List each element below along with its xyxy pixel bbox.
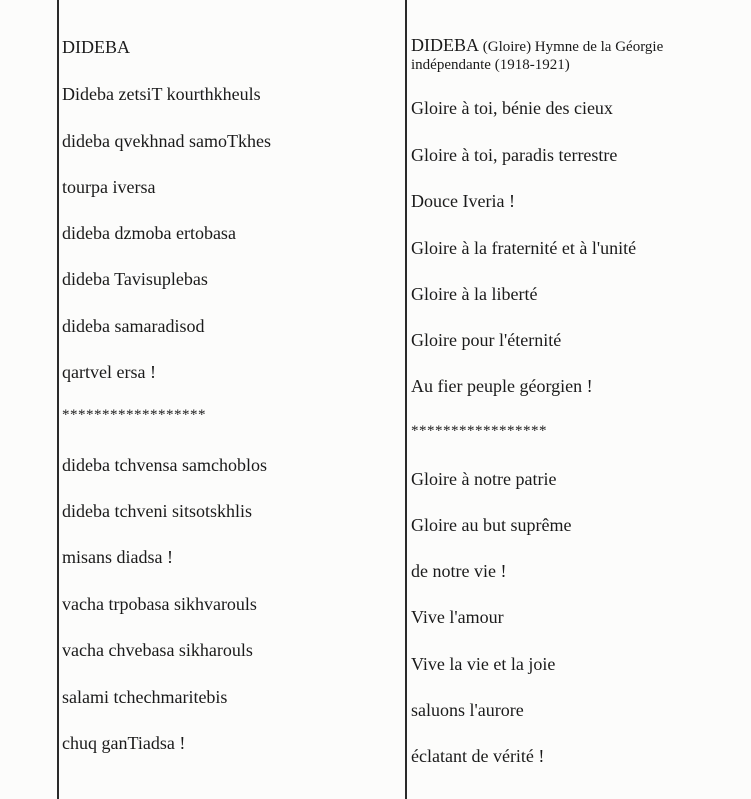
left-separator-stars: ******************	[62, 407, 206, 423]
right-line-2: Gloire à toi, paradis terrestre	[411, 145, 618, 165]
left-line-1: Dideba zetsiT kourthkheuls	[62, 84, 261, 104]
left-line-13: salami tchechmaritebis	[62, 687, 228, 707]
left-line-9: dideba tchveni sitsotskhlis	[62, 501, 252, 521]
right-line-1: Gloire à toi, bénie des cieux	[411, 98, 613, 118]
left-line-7: qartvel ersa !	[62, 362, 156, 382]
left-line-4: dideba dzmoba ertobasa	[62, 223, 236, 243]
right-line-5: Gloire à la liberté	[411, 284, 538, 304]
left-title: DIDEBA	[62, 37, 130, 57]
left-line-10: misans diadsa !	[62, 547, 173, 567]
left-line-6: dideba samaradisod	[62, 316, 205, 336]
right-line-11: Vive l'amour	[411, 607, 504, 627]
left-line-12: vacha chvebasa sikharouls	[62, 640, 253, 660]
right-line-7: Au fier peuple géorgien !	[411, 376, 593, 396]
left-line-14: chuq ganTiadsa !	[62, 733, 186, 753]
right-line-8: Gloire à notre patrie	[411, 469, 557, 489]
right-line-13: saluons l'aurore	[411, 700, 524, 720]
right-line-9: Gloire au but suprême	[411, 515, 572, 535]
right-title-main: DIDEBA	[411, 35, 479, 55]
right-title-line2: indépendante (1918-1921)	[411, 57, 570, 73]
right-line-4: Gloire à la fraternité et à l'unité	[411, 238, 637, 258]
right-line-6: Gloire pour l'éternité	[411, 330, 562, 350]
right-line-10: de notre vie !	[411, 561, 507, 581]
right-title-subtitle: (Gloire) Hymne de la Géorgie	[479, 39, 664, 55]
left-line-5: dideba Tavisuplebas	[62, 269, 208, 289]
middle-column-rule	[405, 0, 407, 799]
left-line-8: dideba tchvensa samchoblos	[62, 455, 267, 475]
right-line-12: Vive la vie et la joie	[411, 654, 556, 674]
left-line-2: dideba qvekhnad samoTkhes	[62, 131, 271, 151]
left-line-3: tourpa iversa	[62, 177, 156, 197]
left-line-11: vacha trpobasa sikhvarouls	[62, 594, 257, 614]
right-separator-stars: *****************	[411, 423, 547, 439]
right-line-14: éclatant de vérité !	[411, 746, 545, 766]
left-column-rule	[57, 0, 59, 799]
right-line-3: Douce Iveria !	[411, 191, 515, 211]
